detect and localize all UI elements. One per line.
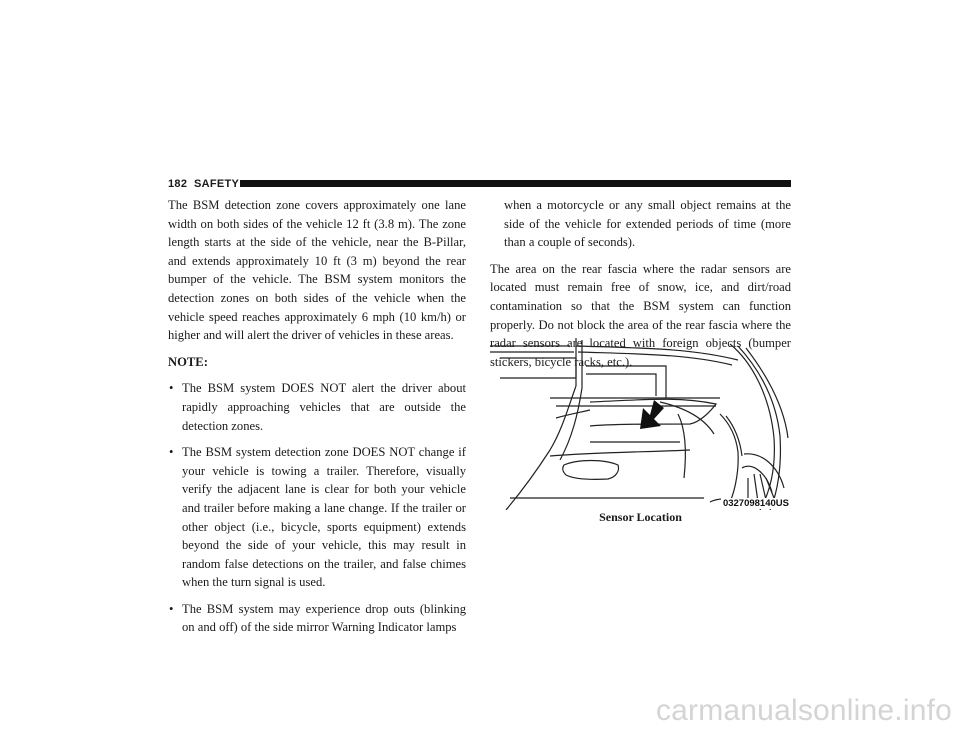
section-title: SAFETY bbox=[193, 178, 240, 190]
list-item: • The BSM system DOES NOT alert the driver about rapidly approaching vehicles that are outside the detection zones. bbox=[169, 381, 466, 433]
figure-code: 0327098140US bbox=[722, 498, 789, 509]
watermark: carmanualsonline.info bbox=[655, 694, 952, 727]
page-header-label bbox=[168, 177, 239, 191]
bullet-icon: • bbox=[169, 601, 174, 616]
figure-caption: Sensor Location bbox=[599, 510, 682, 524]
note-list bbox=[168, 379, 466, 637]
sensor-location-figure bbox=[490, 338, 791, 510]
fascia-paragraph: The area on the rear fascia where the radar sensors are located must remain free of snow, ice, and dirt/road contamination so that the BSM system can function properly. Do not block the area of the rear fascia where the radar sensors are located with foreign objects (bumper stickers, bicycle racks, etc.). bbox=[490, 261, 791, 369]
bullet-icon: • bbox=[169, 381, 174, 396]
header-rule bbox=[240, 180, 791, 187]
page-number: 182 bbox=[168, 178, 188, 190]
list-item: • The BSM system detection zone DOES NOT change if your vehicle is towing a trailer. Therefore, visually verify the adjacent lane is clear for both your vehicle and trailer before making a lane change. If the trailer or other object (i.e., bicycle, sports equipment) extends beyond the side of your vehicle, this may result in random false detections on the trailer, and false chimes when the turn signal is used. bbox=[169, 445, 466, 590]
page-header bbox=[168, 177, 791, 191]
bullet-icon: • bbox=[169, 445, 174, 460]
note-label: NOTE: bbox=[168, 354, 208, 369]
bullet-continuation: when a motorcycle or any small object remains at the side of the vehicle for extended periods of time (more than a couple of seconds). bbox=[504, 198, 791, 250]
intro-paragraph: The BSM detection zone covers approximately one lane width on both sides of the vehicle 12 ft (3.8 m). The zone length starts at the side of the vehicle, near the B-Pillar, and extends approximately 10 ft (3 m) beyond the rear bumper of the vehicle. The BSM system monitors the detection zones on both sides of the vehicle when the vehicle speed reaches approximately 6 mph (10 km/h) or higher and will alert the driver of vehicles in these areas. bbox=[168, 198, 466, 343]
vehicle-rear-illustration bbox=[490, 338, 791, 510]
list-item: • The BSM system may experience drop outs (blinking on and off) of the side mirror Warning Indicator lamps bbox=[169, 601, 466, 635]
left-column bbox=[168, 196, 466, 645]
